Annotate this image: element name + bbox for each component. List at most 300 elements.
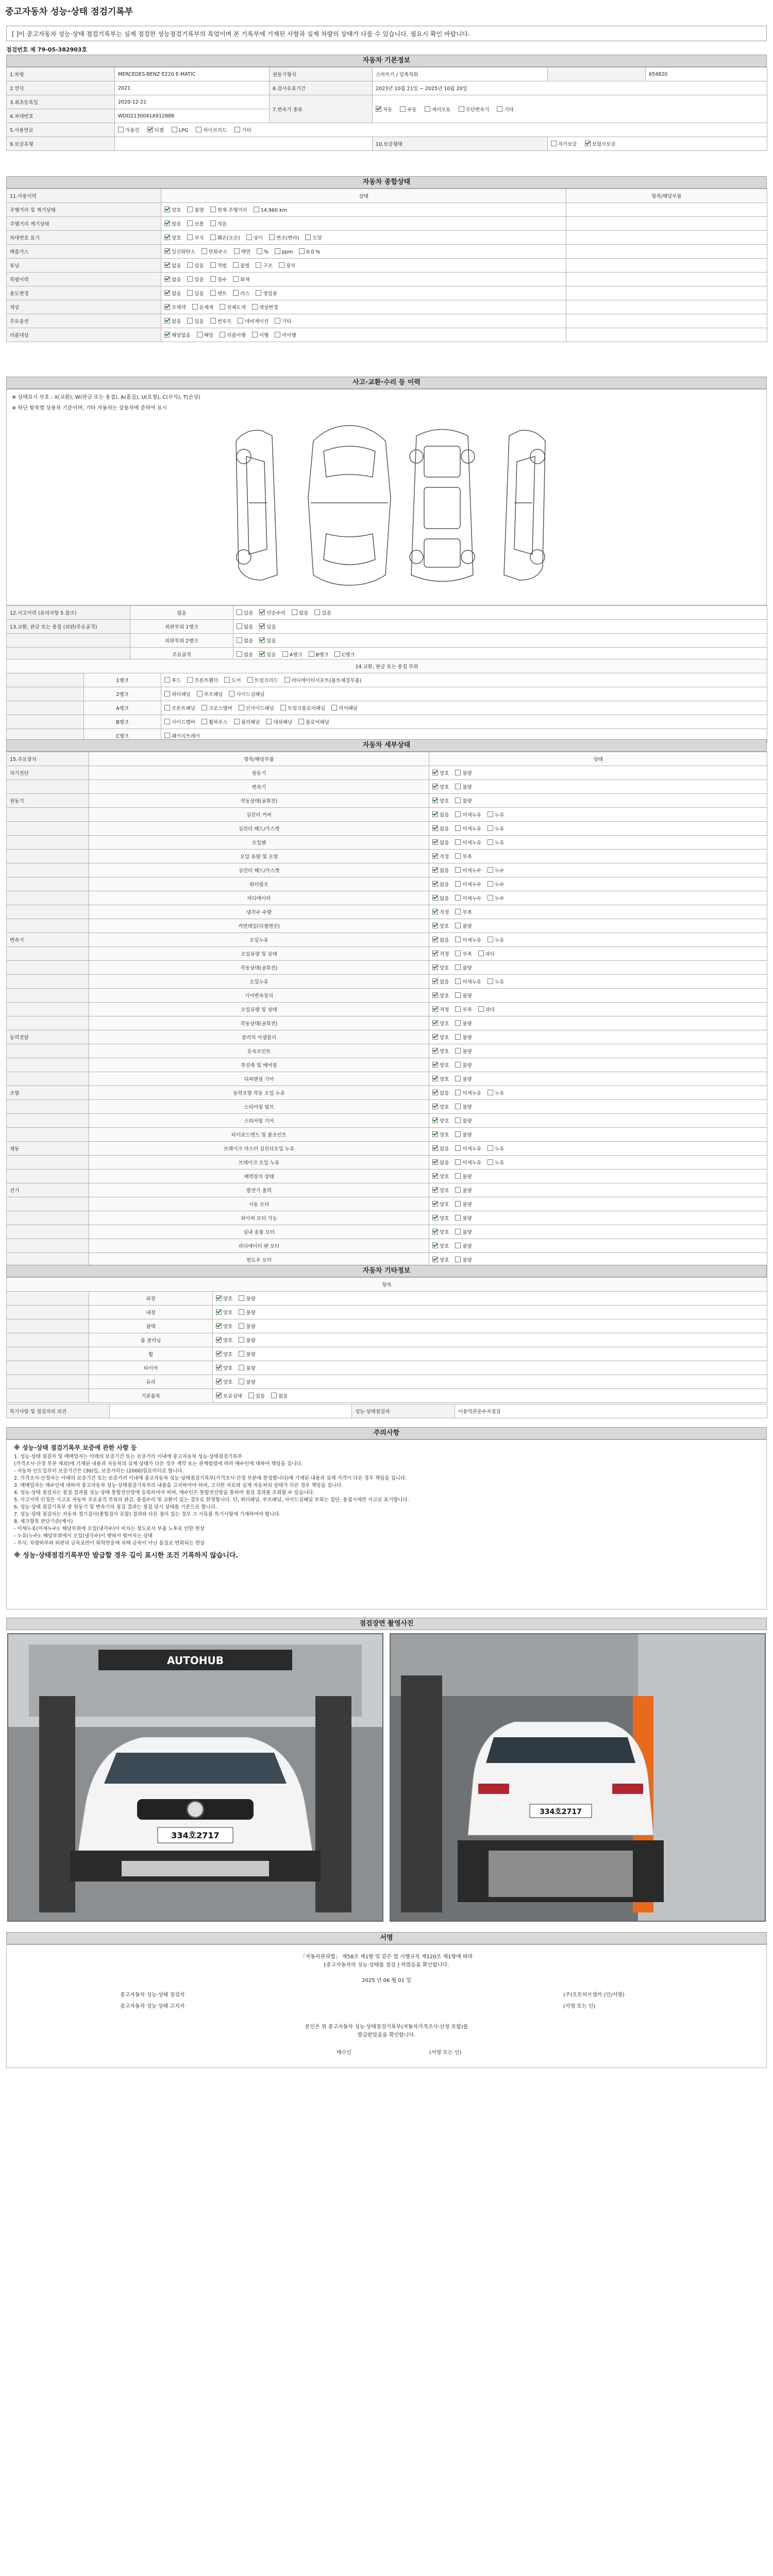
- checkbox[interactable]: [256, 290, 261, 296]
- checkbox-option[interactable]: [164, 290, 181, 297]
- checkbox[interactable]: [220, 332, 225, 337]
- checkbox-option[interactable]: [210, 276, 227, 283]
- checkbox[interactable]: [455, 1159, 461, 1165]
- checkbox[interactable]: [478, 1006, 484, 1012]
- checkbox-option[interactable]: [292, 609, 308, 616]
- checkbox[interactable]: [455, 1187, 461, 1193]
- checkbox[interactable]: [488, 1090, 493, 1095]
- checkbox[interactable]: [257, 248, 262, 254]
- checkbox[interactable]: [216, 1309, 222, 1315]
- checkbox-option[interactable]: [259, 651, 276, 658]
- checkbox-option[interactable]: [309, 651, 329, 658]
- checkbox[interactable]: [455, 1257, 461, 1262]
- checkbox-option[interactable]: [432, 1117, 449, 1124]
- checkbox-option[interactable]: [252, 331, 268, 338]
- checkbox[interactable]: [282, 651, 288, 657]
- checkbox[interactable]: [187, 276, 193, 282]
- checkbox[interactable]: [259, 651, 265, 657]
- checkbox[interactable]: [234, 719, 240, 724]
- checkbox-option[interactable]: [233, 276, 249, 283]
- checkbox-option[interactable]: [266, 718, 292, 725]
- checkbox[interactable]: [455, 964, 461, 970]
- checkbox[interactable]: [234, 248, 240, 254]
- checkbox-option[interactable]: [488, 1089, 504, 1096]
- checkbox-option[interactable]: [239, 1350, 255, 1358]
- checkbox[interactable]: [432, 1090, 438, 1095]
- checkbox[interactable]: [234, 127, 240, 132]
- checkbox-option[interactable]: [432, 1187, 449, 1194]
- checkbox[interactable]: [432, 937, 438, 942]
- checkbox[interactable]: [197, 332, 203, 337]
- checkbox[interactable]: [233, 276, 239, 282]
- checkbox[interactable]: [216, 1379, 222, 1384]
- checkbox[interactable]: [432, 1034, 438, 1040]
- checkbox[interactable]: [239, 1351, 244, 1357]
- checkbox-option[interactable]: [488, 867, 504, 874]
- checkbox[interactable]: [376, 106, 381, 112]
- checkbox[interactable]: [400, 106, 406, 112]
- checkbox[interactable]: [488, 867, 493, 873]
- checkbox[interactable]: [331, 705, 337, 710]
- checkbox[interactable]: [432, 1076, 438, 1081]
- checkbox-option[interactable]: [237, 637, 253, 644]
- checkbox[interactable]: [266, 719, 272, 724]
- checkbox[interactable]: [238, 318, 243, 324]
- checkbox[interactable]: [298, 719, 304, 724]
- checkbox-option[interactable]: [164, 206, 181, 213]
- checkbox[interactable]: [455, 951, 461, 956]
- checkbox[interactable]: [432, 770, 438, 775]
- checkbox-option[interactable]: [488, 825, 504, 832]
- checkbox[interactable]: [239, 1323, 244, 1329]
- checkbox[interactable]: [239, 1309, 244, 1315]
- checkbox-option[interactable]: [164, 676, 181, 684]
- checkbox[interactable]: [210, 207, 216, 212]
- checkbox[interactable]: [210, 262, 216, 268]
- checkbox-option[interactable]: [259, 637, 276, 644]
- checkbox-option[interactable]: [432, 950, 449, 957]
- checkbox[interactable]: [237, 651, 242, 657]
- checkbox[interactable]: [164, 290, 170, 296]
- checkbox-option[interactable]: [432, 867, 449, 874]
- checkbox-option[interactable]: [432, 853, 449, 860]
- checkbox[interactable]: [164, 221, 170, 226]
- checkbox[interactable]: [210, 221, 216, 226]
- checkbox-option[interactable]: [432, 1061, 449, 1069]
- checkbox-option[interactable]: [455, 811, 481, 818]
- checkbox[interactable]: [455, 1243, 461, 1248]
- checkbox-option[interactable]: [432, 1006, 449, 1013]
- checkbox[interactable]: [432, 853, 438, 859]
- checkbox-option[interactable]: [314, 609, 331, 616]
- checkbox-option[interactable]: [455, 936, 481, 943]
- checkbox-option[interactable]: [455, 950, 472, 957]
- checkbox-option[interactable]: [455, 1047, 472, 1055]
- checkbox-option[interactable]: [488, 839, 504, 846]
- checkbox-option[interactable]: [488, 1159, 504, 1166]
- checkbox-option[interactable]: [299, 248, 320, 255]
- checkbox-option[interactable]: [164, 248, 195, 255]
- checkbox[interactable]: [488, 1145, 493, 1151]
- checkbox[interactable]: [432, 811, 438, 817]
- checkbox[interactable]: [280, 705, 286, 710]
- checkbox-option[interactable]: [164, 331, 191, 338]
- checkbox[interactable]: [187, 290, 193, 296]
- checkbox[interactable]: [455, 1020, 461, 1026]
- checkbox[interactable]: [455, 923, 461, 928]
- checkbox-option[interactable]: [432, 1103, 449, 1110]
- checkbox[interactable]: [425, 106, 430, 112]
- checkbox-option[interactable]: [239, 1295, 255, 1302]
- checkbox[interactable]: [259, 609, 265, 615]
- checkbox-option[interactable]: [455, 797, 472, 804]
- checkbox-option[interactable]: [432, 936, 449, 943]
- checkbox-option[interactable]: [164, 234, 181, 241]
- checkbox-option[interactable]: [201, 248, 228, 255]
- checkbox[interactable]: [432, 1062, 438, 1067]
- checkbox[interactable]: [455, 1104, 461, 1109]
- checkbox-option[interactable]: [432, 1214, 449, 1222]
- checkbox-option[interactable]: [259, 623, 276, 630]
- checkbox-option[interactable]: [201, 718, 228, 725]
- checkbox[interactable]: [432, 1048, 438, 1054]
- checkbox-option[interactable]: [279, 262, 295, 269]
- checkbox-option[interactable]: [187, 676, 218, 684]
- checkbox[interactable]: [432, 1117, 438, 1123]
- checkbox[interactable]: [455, 978, 461, 984]
- checkbox[interactable]: [201, 719, 207, 724]
- checkbox-option[interactable]: [432, 992, 449, 999]
- checkbox[interactable]: [432, 1243, 438, 1248]
- checkbox[interactable]: [455, 1229, 461, 1234]
- checkbox[interactable]: [455, 895, 461, 901]
- checkbox-option[interactable]: [432, 880, 449, 888]
- checkbox[interactable]: [164, 276, 170, 282]
- checkbox[interactable]: [237, 637, 242, 643]
- checkbox[interactable]: [164, 705, 170, 710]
- checkbox-option[interactable]: [187, 317, 204, 325]
- checkbox-option[interactable]: [233, 290, 249, 297]
- checkbox-option[interactable]: [248, 1392, 265, 1399]
- checkbox[interactable]: [197, 691, 203, 697]
- checkbox[interactable]: [455, 1062, 461, 1067]
- checkbox-option[interactable]: [164, 732, 200, 739]
- checkbox[interactable]: [187, 207, 193, 212]
- checkbox-option[interactable]: [432, 1200, 449, 1208]
- checkbox-option[interactable]: [488, 1145, 504, 1152]
- checkbox-option[interactable]: [164, 690, 191, 698]
- checkbox-option[interactable]: [478, 1006, 495, 1013]
- checkbox[interactable]: [216, 1351, 222, 1357]
- checkbox-option[interactable]: [455, 1089, 481, 1096]
- checkbox[interactable]: [432, 909, 438, 914]
- checkbox[interactable]: [147, 127, 153, 132]
- checkbox[interactable]: [239, 1379, 244, 1384]
- checkbox-option[interactable]: [432, 1173, 449, 1180]
- checkbox[interactable]: [432, 881, 438, 887]
- checkbox[interactable]: [229, 691, 234, 697]
- checkbox[interactable]: [187, 221, 193, 226]
- checkbox[interactable]: [432, 1201, 438, 1207]
- checkbox[interactable]: [252, 332, 258, 337]
- checkbox[interactable]: [201, 248, 207, 254]
- checkbox[interactable]: [210, 318, 216, 324]
- checkbox-option[interactable]: [256, 262, 272, 269]
- checkbox[interactable]: [455, 937, 461, 942]
- checkbox-option[interactable]: [488, 936, 504, 943]
- checkbox[interactable]: [216, 1365, 222, 1370]
- checkbox-option[interactable]: [455, 1256, 472, 1263]
- checkbox[interactable]: [252, 304, 258, 310]
- checkbox-option[interactable]: [432, 1228, 449, 1235]
- checkbox-option[interactable]: [432, 797, 449, 804]
- checkbox-option[interactable]: [432, 811, 449, 818]
- checkbox[interactable]: [488, 825, 493, 831]
- checkbox[interactable]: [488, 839, 493, 845]
- checkbox[interactable]: [334, 651, 340, 657]
- checkbox[interactable]: [432, 1215, 438, 1221]
- checkbox[interactable]: [237, 623, 242, 629]
- checkbox-option[interactable]: [488, 978, 504, 985]
- checkbox[interactable]: [216, 1393, 222, 1398]
- checkbox[interactable]: [201, 705, 207, 710]
- checkbox[interactable]: [118, 127, 124, 132]
- checkbox-option[interactable]: [455, 1020, 472, 1027]
- checkbox[interactable]: [455, 881, 461, 887]
- checkbox-option[interactable]: [455, 825, 481, 832]
- checkbox-option[interactable]: [432, 978, 449, 985]
- checkbox-option[interactable]: [234, 718, 260, 725]
- checkbox-option[interactable]: [210, 290, 227, 297]
- checkbox[interactable]: [187, 234, 193, 240]
- checkbox-option[interactable]: [210, 262, 227, 269]
- checkbox-option[interactable]: [455, 1214, 472, 1222]
- checkbox[interactable]: [164, 248, 170, 254]
- checkbox[interactable]: [233, 290, 239, 296]
- checkbox-option[interactable]: [197, 690, 223, 698]
- checkbox[interactable]: [187, 318, 193, 324]
- checkbox-option[interactable]: [210, 234, 240, 241]
- checkbox[interactable]: [239, 1295, 244, 1301]
- checkbox[interactable]: [210, 290, 216, 296]
- checkbox[interactable]: [192, 304, 198, 310]
- checkbox-option[interactable]: [455, 867, 481, 874]
- checkbox-option[interactable]: [238, 317, 268, 325]
- checkbox-option[interactable]: [455, 1159, 481, 1166]
- checkbox[interactable]: [488, 881, 493, 887]
- checkbox[interactable]: [216, 1295, 222, 1301]
- checkbox[interactable]: [432, 895, 438, 901]
- checkbox[interactable]: [164, 207, 170, 212]
- checkbox[interactable]: [164, 234, 170, 240]
- checkbox-option[interactable]: [164, 220, 181, 227]
- checkbox-option[interactable]: [455, 769, 472, 776]
- checkbox-option[interactable]: [210, 220, 227, 227]
- checkbox-option[interactable]: [187, 262, 204, 269]
- checkbox[interactable]: [254, 207, 259, 212]
- checkbox[interactable]: [259, 623, 265, 629]
- checkbox-option[interactable]: [432, 769, 449, 776]
- checkbox[interactable]: [432, 798, 438, 803]
- checkbox[interactable]: [210, 234, 216, 240]
- checkbox-option[interactable]: [164, 718, 195, 725]
- checkbox[interactable]: [432, 784, 438, 789]
- checkbox-option[interactable]: [210, 317, 232, 325]
- checkbox[interactable]: [309, 651, 314, 657]
- checkbox-option[interactable]: [455, 922, 472, 929]
- checkbox[interactable]: [478, 951, 484, 956]
- checkbox[interactable]: [259, 637, 265, 643]
- checkbox[interactable]: [455, 1215, 461, 1221]
- checkbox-option[interactable]: [455, 978, 481, 985]
- checkbox[interactable]: [239, 1365, 244, 1370]
- checkbox-option[interactable]: [256, 290, 277, 297]
- checkbox-option[interactable]: [455, 1131, 472, 1138]
- checkbox-option[interactable]: [455, 1242, 472, 1249]
- checkbox-option[interactable]: [187, 206, 204, 213]
- checkbox-option[interactable]: [187, 234, 204, 241]
- checkbox[interactable]: [305, 234, 311, 240]
- checkbox-option[interactable]: [455, 1075, 472, 1082]
- checkbox-option[interactable]: [455, 1228, 472, 1235]
- checkbox-option[interactable]: [220, 303, 246, 311]
- checkbox[interactable]: [275, 332, 280, 337]
- checkbox[interactable]: [275, 318, 280, 324]
- checkbox-option[interactable]: [216, 1295, 232, 1302]
- checkbox-option[interactable]: [432, 1159, 449, 1166]
- checkbox[interactable]: [432, 923, 438, 928]
- checkbox-option[interactable]: [239, 1364, 255, 1371]
- checkbox[interactable]: [455, 1090, 461, 1095]
- checkbox[interactable]: [455, 825, 461, 831]
- checkbox[interactable]: [269, 234, 275, 240]
- checkbox-option[interactable]: [455, 1173, 472, 1180]
- checkbox-option[interactable]: [269, 234, 299, 241]
- checkbox[interactable]: [455, 798, 461, 803]
- checkbox-option[interactable]: [280, 704, 325, 711]
- checkbox[interactable]: [455, 909, 461, 914]
- checkbox[interactable]: [585, 141, 591, 146]
- checkbox-option[interactable]: [478, 950, 495, 957]
- checkbox-option[interactable]: [252, 303, 278, 311]
- checkbox-option[interactable]: [455, 1103, 472, 1110]
- checkbox-option[interactable]: [239, 1336, 255, 1344]
- checkbox[interactable]: [488, 1159, 493, 1165]
- checkbox[interactable]: [239, 705, 244, 710]
- checkbox-option[interactable]: [187, 276, 204, 283]
- checkbox-option[interactable]: [455, 992, 472, 999]
- checkbox[interactable]: [455, 1117, 461, 1123]
- checkbox-option[interactable]: [237, 623, 253, 630]
- checkbox[interactable]: [432, 1104, 438, 1109]
- checkbox-option[interactable]: [216, 1364, 232, 1371]
- checkbox-option[interactable]: [432, 1256, 449, 1263]
- checkbox-option[interactable]: [455, 839, 481, 846]
- checkbox[interactable]: [279, 262, 284, 268]
- checkbox-option[interactable]: [210, 206, 247, 213]
- checkbox-option[interactable]: [239, 1378, 255, 1385]
- checkbox-option[interactable]: [432, 1131, 449, 1138]
- checkbox[interactable]: [432, 1229, 438, 1234]
- checkbox[interactable]: [455, 811, 461, 817]
- checkbox[interactable]: [455, 770, 461, 775]
- checkbox-option[interactable]: [275, 317, 291, 325]
- checkbox[interactable]: [237, 609, 242, 615]
- checkbox[interactable]: [432, 1159, 438, 1165]
- checkbox[interactable]: [432, 1020, 438, 1026]
- checkbox[interactable]: [432, 951, 438, 956]
- checkbox-option[interactable]: [216, 1350, 232, 1358]
- checkbox-option[interactable]: [432, 908, 449, 916]
- checkbox[interactable]: [164, 318, 170, 324]
- checkbox-option[interactable]: [455, 783, 472, 790]
- checkbox[interactable]: [432, 1145, 438, 1151]
- checkbox-option[interactable]: [164, 317, 181, 325]
- checkbox-option[interactable]: [220, 331, 246, 338]
- checkbox-option[interactable]: [432, 1089, 449, 1096]
- checkbox[interactable]: [292, 609, 297, 615]
- checkbox[interactable]: [455, 1145, 461, 1151]
- checkbox-option[interactable]: [334, 651, 355, 658]
- checkbox[interactable]: [432, 978, 438, 984]
- checkbox[interactable]: [164, 262, 170, 268]
- checkbox[interactable]: [164, 691, 170, 697]
- checkbox-option[interactable]: [164, 303, 186, 311]
- checkbox-option[interactable]: [488, 880, 504, 888]
- checkbox[interactable]: [164, 677, 170, 683]
- checkbox[interactable]: [455, 1034, 461, 1040]
- checkbox[interactable]: [164, 719, 170, 724]
- checkbox[interactable]: [455, 839, 461, 845]
- checkbox-option[interactable]: [432, 1145, 449, 1152]
- checkbox-option[interactable]: [247, 676, 278, 684]
- checkbox-option[interactable]: [432, 1242, 449, 1249]
- checkbox[interactable]: [455, 1076, 461, 1081]
- checkbox[interactable]: [432, 1257, 438, 1262]
- checkbox-option[interactable]: [229, 690, 264, 698]
- checkbox[interactable]: [216, 1337, 222, 1343]
- checkbox[interactable]: [284, 677, 290, 683]
- checkbox[interactable]: [224, 677, 230, 683]
- checkbox[interactable]: [455, 1006, 461, 1012]
- checkbox[interactable]: [196, 127, 201, 132]
- checkbox[interactable]: [432, 1187, 438, 1193]
- checkbox-option[interactable]: [164, 704, 195, 711]
- checkbox[interactable]: [432, 1173, 438, 1179]
- checkbox-option[interactable]: [432, 922, 449, 929]
- checkbox[interactable]: [164, 332, 170, 337]
- checkbox[interactable]: [455, 1131, 461, 1137]
- checkbox[interactable]: [275, 248, 280, 254]
- checkbox[interactable]: [432, 992, 438, 998]
- checkbox[interactable]: [271, 1393, 277, 1398]
- checkbox[interactable]: [432, 825, 438, 831]
- checkbox-option[interactable]: [246, 234, 263, 241]
- checkbox[interactable]: [299, 248, 305, 254]
- checkbox-option[interactable]: [216, 1309, 232, 1316]
- checkbox-option[interactable]: [216, 1378, 232, 1385]
- checkbox[interactable]: [455, 853, 461, 859]
- checkbox-option[interactable]: [254, 207, 287, 213]
- checkbox-option[interactable]: [284, 676, 362, 684]
- checkbox-option[interactable]: [455, 1006, 472, 1013]
- checkbox[interactable]: [455, 1048, 461, 1054]
- checkbox-option[interactable]: [275, 248, 293, 255]
- checkbox-option[interactable]: [259, 609, 285, 616]
- checkbox-option[interactable]: [216, 1323, 232, 1330]
- checkbox-option[interactable]: [455, 1033, 472, 1041]
- checkbox[interactable]: [314, 609, 320, 615]
